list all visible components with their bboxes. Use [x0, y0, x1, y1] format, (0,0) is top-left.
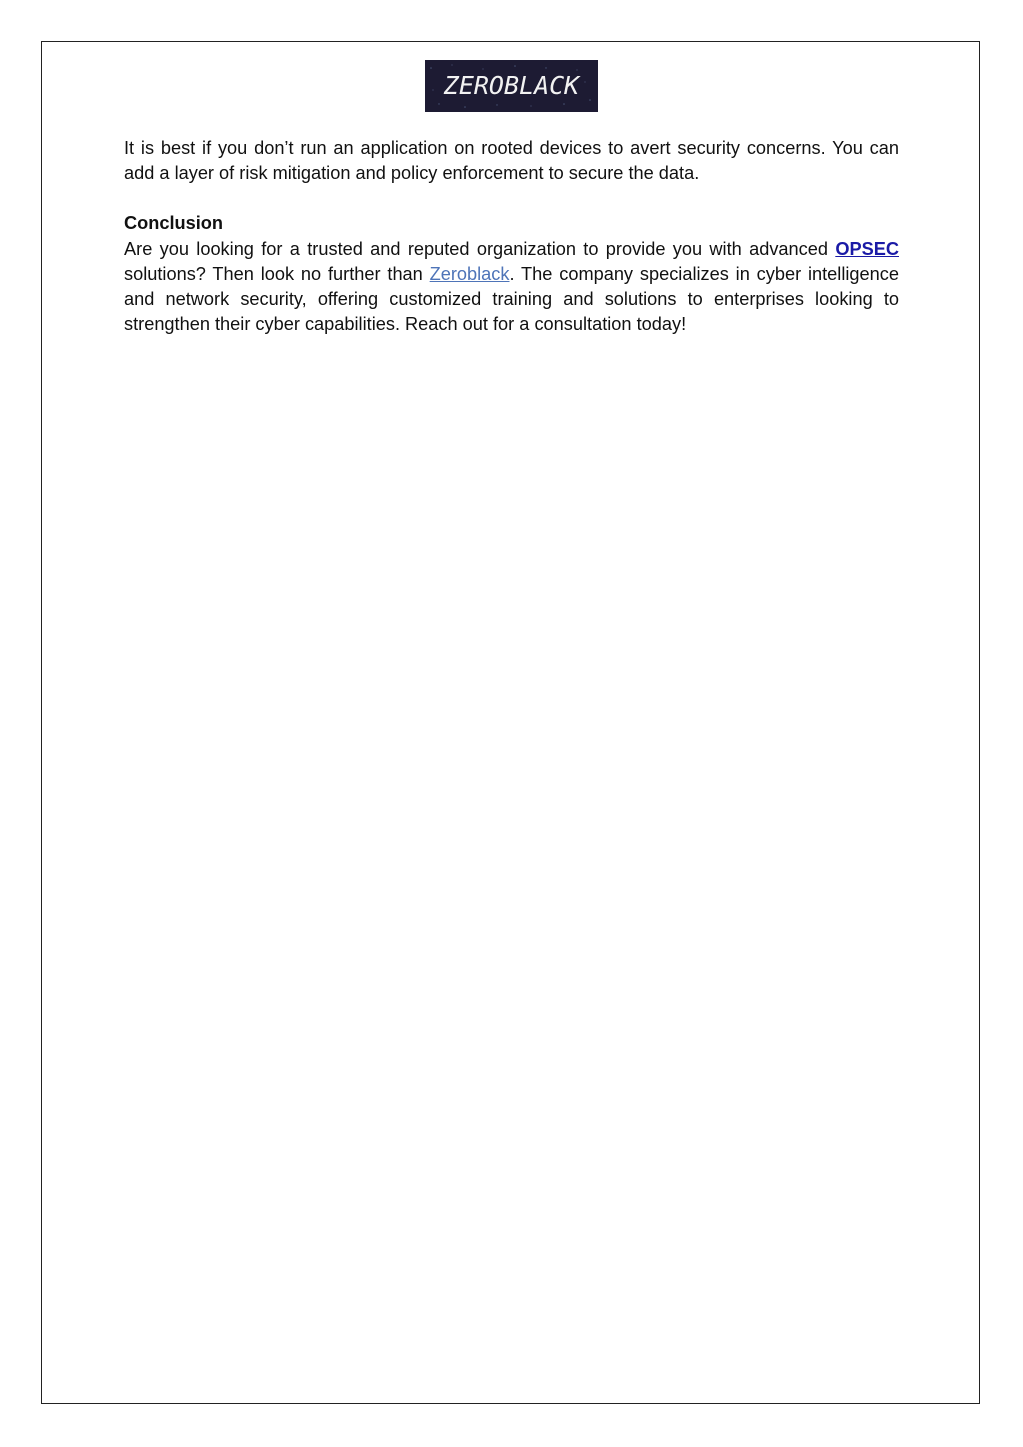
conclusion-paragraph: [124, 237, 899, 338]
zeroblack-logo: [425, 60, 598, 112]
logo-text: ZEROBLACK: [443, 71, 580, 100]
section-heading: Conclusion: [124, 213, 224, 234]
document-body: [124, 136, 899, 337]
conclusion-text-2: solutions? Then look no further than: [124, 263, 430, 284]
conclusion-text-3: . The company specializes in cyber intelligence and network security, offering customized training and solutions to enterprises looking to strengthen their cyber capabilities. Reach out for a consultation today!: [124, 263, 899, 335]
logo-graphic: [425, 60, 598, 112]
intro-paragraph: It is best if you don’t run an application on rooted devices to avert security concerns. You can add a layer of risk mitigation and policy enforcement to secure the data.: [124, 138, 899, 184]
zeroblack-link[interactable]: Zeroblack: [429, 263, 510, 284]
paragraph-spacer: [124, 186, 899, 211]
conclusion-text-1: Are you looking for a trusted and reputed organization to provide you with advanced: [124, 238, 836, 259]
opsec-link[interactable]: OPSEC: [835, 238, 899, 259]
